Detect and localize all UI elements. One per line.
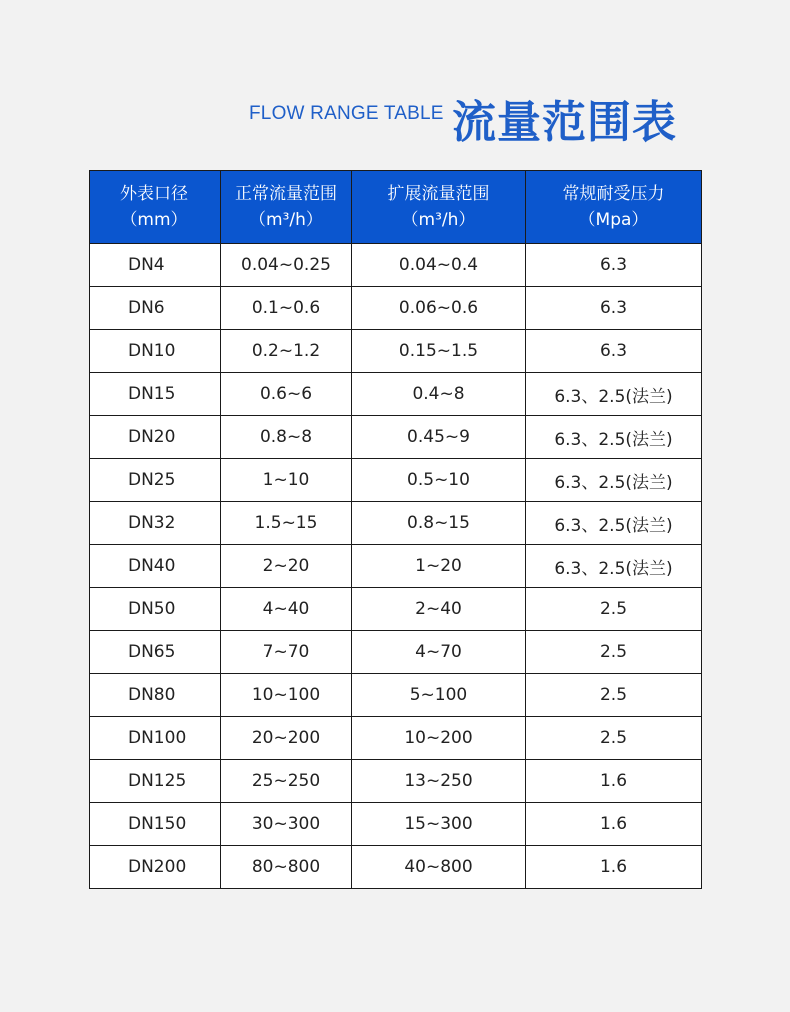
cell-normal-flow: 4~40	[221, 588, 352, 631]
cell-normal-flow: 0.04~0.25	[221, 244, 352, 287]
cell-pressure: 6.3	[526, 287, 702, 330]
cell-pressure: 1.6	[526, 760, 702, 803]
cell-extended-flow: 0.45~9	[352, 416, 526, 459]
table-row	[90, 416, 702, 459]
cell-extended-flow: 0.06~0.6	[352, 287, 526, 330]
cell-normal-flow: 0.2~1.2	[221, 330, 352, 373]
header-pressure	[526, 171, 702, 244]
table-row	[90, 631, 702, 674]
header-extended-flow-label: 扩展流量范围	[387, 184, 490, 204]
cell-caliber: DN50	[90, 588, 221, 631]
cell-extended-flow: 4~70	[352, 631, 526, 674]
table-row	[90, 674, 702, 717]
table-row	[90, 244, 702, 287]
header-normal-flow-label: 正常流量范围	[235, 184, 337, 204]
cell-normal-flow: 2~20	[221, 545, 352, 588]
cell-extended-flow: 5~100	[352, 674, 526, 717]
table-row	[90, 760, 702, 803]
table-header	[90, 171, 702, 244]
cell-pressure: 6.3、2.5(法兰)	[526, 545, 702, 588]
cell-normal-flow: 1.5~15	[221, 502, 352, 545]
cell-caliber: DN65	[90, 631, 221, 674]
cell-caliber: DN4	[90, 244, 221, 287]
cell-caliber: DN15	[90, 373, 221, 416]
cell-pressure: 2.5	[526, 588, 702, 631]
cell-normal-flow: 10~100	[221, 674, 352, 717]
cell-normal-flow: 25~250	[221, 760, 352, 803]
table-row	[90, 287, 702, 330]
header-caliber-label: 外表口径	[120, 184, 188, 204]
cell-pressure: 2.5	[526, 674, 702, 717]
cell-caliber: DN200	[90, 846, 221, 889]
table-row	[90, 717, 702, 760]
cell-extended-flow: 1~20	[352, 545, 526, 588]
table-row	[90, 373, 702, 416]
header-normal-flow	[221, 171, 352, 244]
cell-caliber: DN40	[90, 545, 221, 588]
cell-normal-flow: 0.8~8	[221, 416, 352, 459]
cell-normal-flow: 1~10	[221, 459, 352, 502]
cell-pressure: 1.6	[526, 803, 702, 846]
cell-pressure: 6.3、2.5(法兰)	[526, 416, 702, 459]
cell-extended-flow: 0.15~1.5	[352, 330, 526, 373]
header-normal-flow-unit: （m³/h）	[249, 210, 323, 230]
cell-caliber: DN150	[90, 803, 221, 846]
cell-caliber: DN10	[90, 330, 221, 373]
cell-extended-flow: 2~40	[352, 588, 526, 631]
table-row	[90, 459, 702, 502]
cell-extended-flow: 13~250	[352, 760, 526, 803]
header-caliber	[90, 171, 221, 244]
cell-pressure: 1.6	[526, 846, 702, 889]
header-pressure-unit: （Mpa）	[578, 210, 649, 230]
cell-pressure: 2.5	[526, 717, 702, 760]
cell-extended-flow: 0.4~8	[352, 373, 526, 416]
header-caliber-unit: （mm）	[120, 210, 188, 230]
cell-pressure: 6.3	[526, 244, 702, 287]
cell-caliber: DN25	[90, 459, 221, 502]
table-row	[90, 545, 702, 588]
cell-normal-flow: 80~800	[221, 846, 352, 889]
cell-extended-flow: 0.04~0.4	[352, 244, 526, 287]
cell-caliber: DN32	[90, 502, 221, 545]
header-extended-flow	[352, 171, 526, 244]
cell-normal-flow: 30~300	[221, 803, 352, 846]
cell-caliber: DN80	[90, 674, 221, 717]
cell-normal-flow: 20~200	[221, 717, 352, 760]
cell-caliber: DN6	[90, 287, 221, 330]
header-pressure-label: 常规耐受压力	[562, 184, 665, 204]
cell-normal-flow: 0.1~0.6	[221, 287, 352, 330]
cell-pressure: 6.3、2.5(法兰)	[526, 502, 702, 545]
title-row	[0, 84, 790, 148]
cell-extended-flow: 15~300	[352, 803, 526, 846]
table-row	[90, 330, 702, 373]
flow-range-table	[89, 170, 702, 889]
cell-extended-flow: 0.5~10	[352, 459, 526, 502]
cell-pressure: 6.3	[526, 330, 702, 373]
header-extended-flow-unit: （m³/h）	[401, 210, 476, 230]
cell-normal-flow: 7~70	[221, 631, 352, 674]
cell-caliber: DN125	[90, 760, 221, 803]
table-row	[90, 588, 702, 631]
cell-caliber: DN20	[90, 416, 221, 459]
table-row	[90, 846, 702, 889]
cell-pressure: 6.3、2.5(法兰)	[526, 373, 702, 416]
cell-caliber: DN100	[90, 717, 221, 760]
header-row	[90, 171, 702, 244]
cell-extended-flow: 0.8~15	[352, 502, 526, 545]
table-row	[90, 803, 702, 846]
cell-extended-flow: 10~200	[352, 717, 526, 760]
title-chinese: 流量范围表	[452, 97, 677, 148]
table-body	[90, 244, 702, 889]
table-row	[90, 502, 702, 545]
title-english: FLOW RANGE TABLE	[249, 103, 444, 124]
cell-normal-flow: 0.6~6	[221, 373, 352, 416]
cell-pressure: 2.5	[526, 631, 702, 674]
cell-extended-flow: 40~800	[352, 846, 526, 889]
cell-pressure: 6.3、2.5(法兰)	[526, 459, 702, 502]
